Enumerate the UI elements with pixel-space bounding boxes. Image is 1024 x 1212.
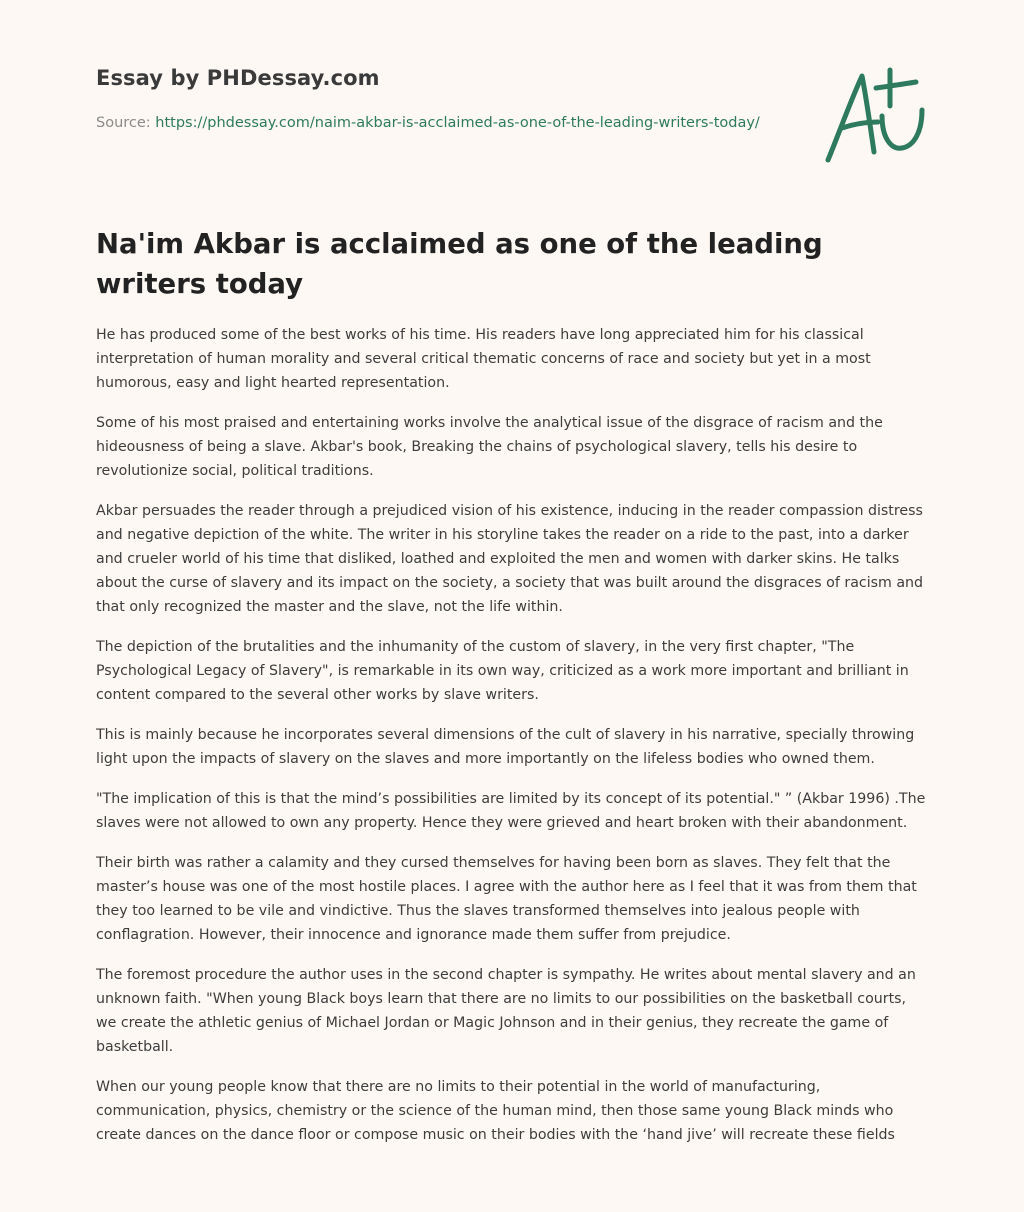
essay-paragraph: Some of his most praised and entertaining works involve the analytical issue of the disgrace of racism and the hideousness of being a slave. Akbar's book, Breaking the chains of psychological slavery, tells his desire to revolutionize social, political traditions. [96, 415, 883, 479]
a-plus-grade-icon [820, 66, 928, 166]
source-line [96, 111, 776, 135]
source-link[interactable]: https://phdessay.com/naim-akbar-is-acclaimed-as-one-of-the-leading-writers-today/ [155, 115, 760, 131]
essay-paragraph: "The implication of this is that the mind’s possibilities are limited by its concept of its potential." ” (Akbar 1996) .The slaves were not allowed to own any property. Hence they were grieved and heart broken with their abandonment. [96, 791, 926, 831]
essay-paragraph: The depiction of the brutalities and the inhumanity of the custom of slavery, in the very first chapter, "The Psychological Legacy of Slavery", is remarkable in its own way, criticized as a work more important and brilliant in content compared to the several other works by slave writers. [96, 639, 909, 703]
essay-paragraph: The foremost procedure the author uses in the second chapter is sympathy. He writes about mental slavery and an unknown faith. "When young Black boys learn that there are no limits to our possibilities on the basketball courts, we create the athletic genius of Michael Jordan or Magic Johnson and in their genius, they recreate the game of basketball. [96, 967, 916, 1055]
essay-paragraph: This is mainly because he incorporates several dimensions of the cult of slavery in his narrative, specially throwing light upon the impacts of slavery on the slaves and more importantly on the lifeless bodies who owned them. [96, 727, 915, 767]
essay-body [96, 323, 928, 1163]
essay-paragraph: When our young people know that there are no limits to their potential in the world of manufacturing, communication, physics, chemistry or the science of the human mind, then those same young Black minds who create dances on the dance floor or compose music on their bodies with the ‘hand jive’ will recreate these fields [96, 1079, 895, 1143]
essay-paragraph: Their birth was rather a calamity and they cursed themselves for having been born as slaves. They felt that the master’s house was one of the most hostile places. I agree with the author here as I feel that it was from them that they too learned to be vile and vindictive. Thus the slaves transformed themselves into jealous people with conflagration. However, their innocence and ignorance made them suffer from prejudice. [96, 855, 917, 943]
essay-title: Na'im Akbar is acclaimed as one of the leading writers today [96, 228, 823, 300]
source-label: Source: [96, 115, 156, 131]
essay-paragraph: Akbar persuades the reader through a prejudiced vision of his existence, inducing in the reader compassion distress and negative depiction of the white. The writer in his storyline takes the reader on a ride to the past, into a darker and crueler world of his time that disliked, loathed and exploited the men and women with darker skins. He talks about the curse of slavery and its impact on the society, a society that was built around the disgraces of racism and that only recognized the master and the slave, not the life within. [96, 503, 924, 615]
essay-paragraph: He has produced some of the best works of his time. His readers have long appreciated him for his classical interpretation of human morality and several critical thematic concerns of race and society but yet in a most humorous, easy and light hearted representation. [96, 327, 871, 391]
site-brand: Essay by PHDessay.com [96, 66, 380, 90]
